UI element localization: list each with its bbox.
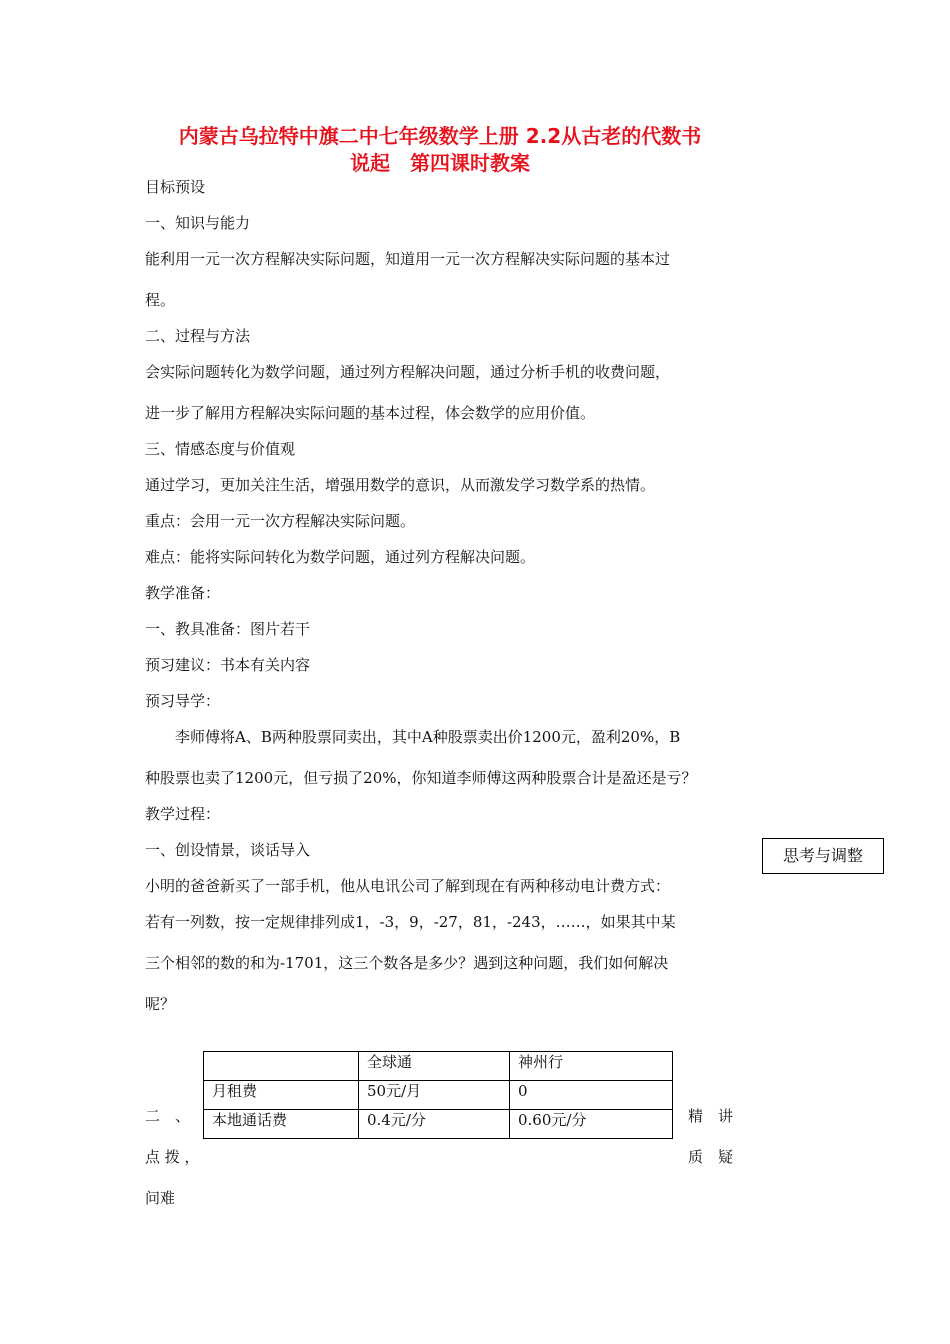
document-title-line-1: 内蒙古乌拉特中旗二中七年级数学上册 2.2从古老的代数书: [178, 124, 702, 148]
table-cell: 0.60元/分: [510, 1110, 673, 1139]
body-line: 种股票也卖了1200元，但亏损了20%，你知道李师傅这两种股票合计是盈还是亏？: [145, 769, 697, 787]
body-line: 二、过程与方法: [145, 327, 251, 345]
document-title-line-2: 说起 第四课时教案: [350, 151, 530, 175]
table-cell: 50元/月: [359, 1081, 510, 1110]
table-row: [204, 1110, 673, 1139]
body-line: 教学过程：: [145, 805, 221, 823]
body-line: 教学准备：: [145, 584, 221, 602]
body-line: 目标预设: [145, 178, 206, 196]
table-cell: 全球通: [359, 1052, 510, 1081]
side-note-box: 思考与调整: [762, 838, 884, 874]
body-line: 李师傅将A、B两种股票同卖出，其中A种股票卖出价1200元，盈利20%，B: [145, 728, 681, 746]
section-2-left-fragment: 点 拨 ，: [145, 1148, 200, 1166]
table-cell: 月租费: [204, 1081, 359, 1110]
table-header-row: [204, 1052, 673, 1081]
table-cell: 本地通话费: [204, 1110, 359, 1139]
section-2-right-fragment: 精 讲: [688, 1107, 734, 1125]
body-line: 通过学习，更加关注生活，增强用数学的意识，从而激发学习数学系的热情。: [145, 476, 656, 494]
body-line: 程。: [145, 291, 176, 309]
table-cell: [204, 1052, 359, 1081]
body-line: 重点：会用一元一次方程解决实际问题。: [145, 512, 416, 530]
body-line: 三个相邻的数的和为-1701，这三个数各是多少？遇到这种问题，我们如何解决: [145, 954, 669, 972]
section-2-left-fragment: 二 、: [145, 1107, 191, 1125]
body-line: 三、情感态度与价值观: [145, 440, 296, 458]
body-line: 会实际问题转化为数学问题，通过列方程解决问题，通过分析手机的收费问题，: [145, 363, 671, 381]
body-line: 预习导学：: [145, 692, 221, 710]
section-2-left-fragment: 问难: [145, 1189, 176, 1207]
body-line: 一、知识与能力: [145, 214, 251, 232]
body-line: 预习建议：书本有关内容: [145, 656, 311, 674]
body-line: 进一步了解用方程解决实际问题的基本过程，体会数学的应用价值。: [145, 404, 596, 422]
table-row: [204, 1081, 673, 1110]
body-line: 能利用一元一次方程解决实际问题，知道用一元一次方程解决实际问题的基本过: [145, 250, 671, 268]
table-cell: 0.4元/分: [359, 1110, 510, 1139]
section-2-right-fragment: 质 疑: [688, 1148, 734, 1166]
body-line: 难点：能将实际问转化为数学问题，通过列方程解决问题。: [145, 548, 536, 566]
body-line: 一、教具准备：图片若干: [145, 620, 311, 638]
body-line: 若有一列数，按一定规律排列成1，-3，9，-27，81，-243，……，如果其中某: [145, 913, 676, 931]
table-cell: 神州行: [510, 1052, 673, 1081]
table-cell: 0: [510, 1081, 673, 1110]
body-line: 一、创设情景，谈话导入: [145, 841, 311, 859]
body-line: 呢？: [145, 995, 176, 1013]
body-line: 小明的爸爸新买了一部手机，他从电讯公司了解到现在有两种移动电计费方式：: [145, 877, 671, 895]
billing-table: [203, 1051, 673, 1139]
